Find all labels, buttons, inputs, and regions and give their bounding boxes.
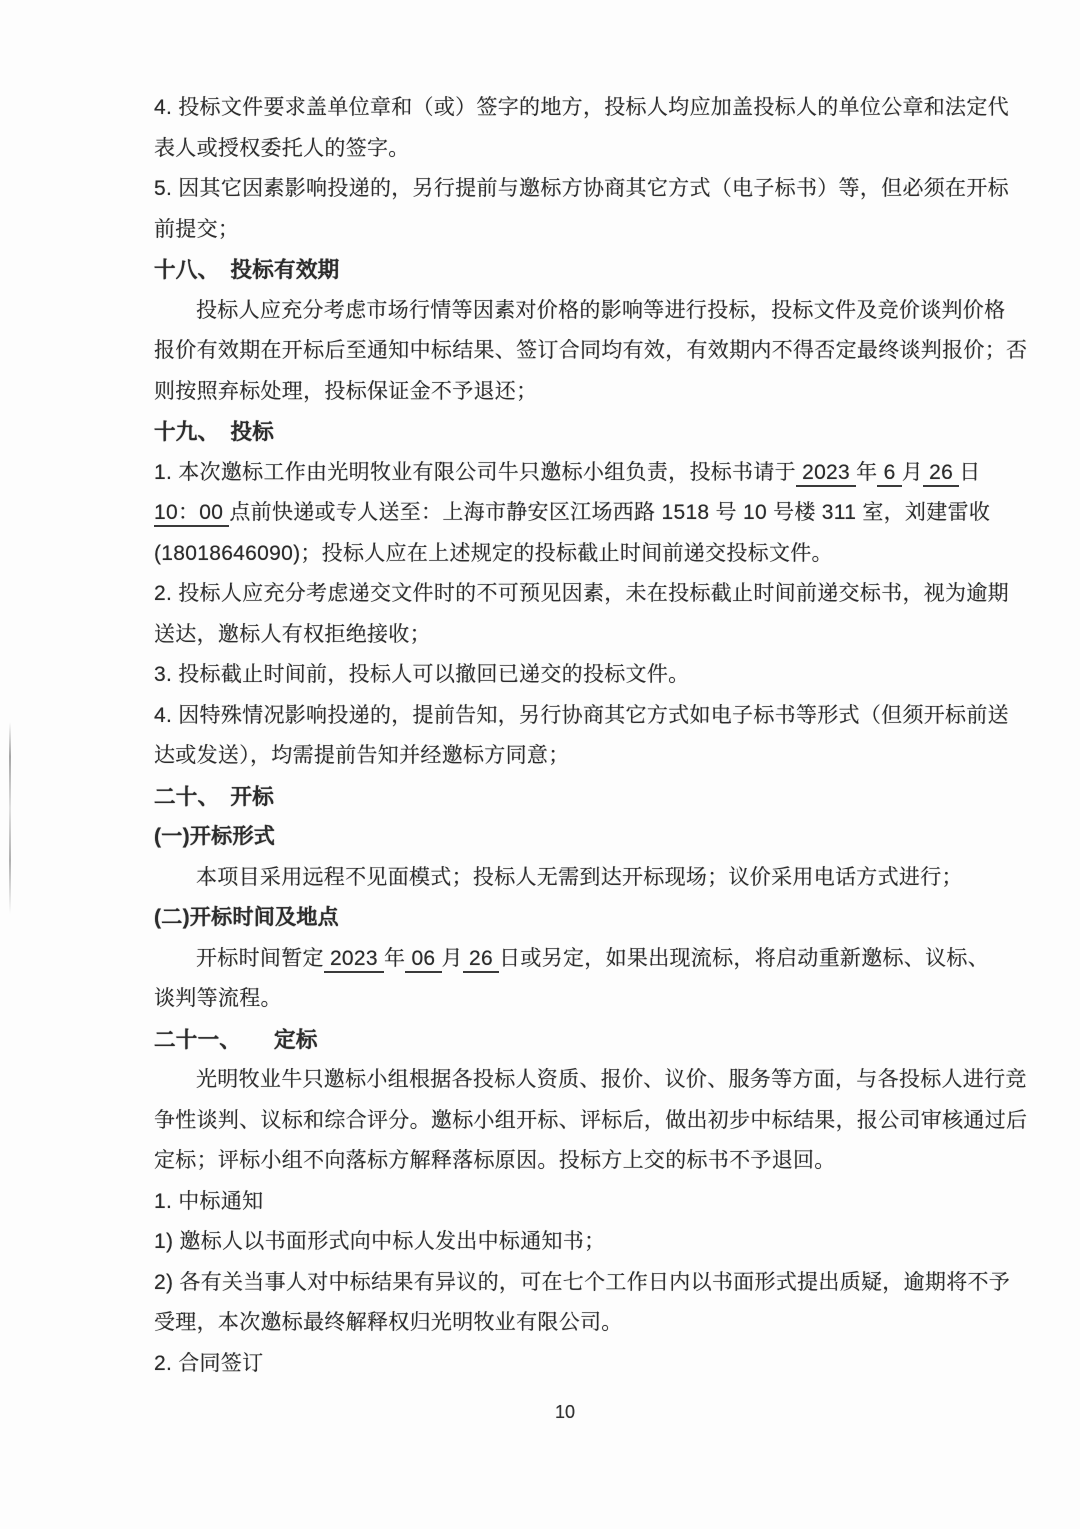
doc-line <box>154 493 1024 534</box>
text-segment: 2. 合同签订 <box>154 1351 264 1375</box>
text-segment: 日或另定，如果出现流标，将启动重新邀标、议标、 <box>499 946 989 970</box>
page-number: 10 <box>554 1402 576 1422</box>
doc-line <box>154 291 1024 332</box>
doc-line <box>154 372 1024 413</box>
text-segment: 4. 因特殊情况影响投递的，提前告知，另行协商其它方式如电子标书等形式（但须开标前送 <box>154 703 1009 727</box>
doc-line <box>154 655 1024 696</box>
text-segment: 2. 投标人应充分考虑递交文件时的不可预见因素，未在投标截止时间前递交标书，视为逾期 <box>154 582 1009 605</box>
underlined-text: 06 <box>405 947 441 973</box>
text-segment: 开标时间暂定 <box>196 946 324 970</box>
scan-artifact-line <box>9 722 11 914</box>
doc-line <box>154 1101 1028 1142</box>
doc-line <box>154 1263 1024 1304</box>
text-segment: 年 <box>856 460 878 484</box>
doc-line <box>154 736 1024 777</box>
underlined-text: 10：00 <box>154 501 229 527</box>
text-segment: 表人或授权委托人的签字。 <box>154 136 410 160</box>
doc-heading-line <box>154 1020 1024 1061</box>
text-segment: 5. 因其它因素影响投递的，另行提前与邀标方协商其它方式（电子标书）等，但必须在开标 <box>154 177 1009 200</box>
text-segment: 则按照弃标处理，投标保证金不予退还； <box>154 379 538 403</box>
underlined-text: 26 <box>923 461 959 487</box>
doc-line <box>154 574 1024 615</box>
text-segment: (二)开标时间及地点 <box>154 906 339 929</box>
text-segment: 2) 各有关当事人对中标结果有异议的，可在七个工作日内以书面形式提出质疑，逾期将不予 <box>154 1270 1011 1294</box>
text-segment: (18018646090)；投标人应在上述规定的投标截止时间前递交投标文件。 <box>154 541 833 565</box>
text-segment: 月 <box>901 460 924 484</box>
text-segment: 二十一、 定标 <box>154 1027 318 1052</box>
doc-heading-line <box>154 412 1024 453</box>
doc-line <box>154 1182 1024 1223</box>
text-segment: 点前快递或专人送至：上海市静安区江场西路 1518 号 10 号楼 311 室，刘建雷收 <box>229 501 991 524</box>
doc-line <box>154 1344 1024 1385</box>
doc-line <box>154 534 1024 575</box>
text-segment: 1. 中标通知 <box>154 1189 264 1213</box>
text-segment: 受理，本次邀标最终解释权归光明牧业有限公司。 <box>154 1311 623 1334</box>
text-segment: 二十、 开标 <box>154 784 275 809</box>
text-segment: 十九、 投标 <box>154 420 275 444</box>
text-segment: 投标人应充分考虑市场行情等因素对价格的影响等进行投标，投标文件及竞价谈判价格 <box>196 298 1006 322</box>
doc-line <box>154 210 1024 251</box>
text-segment: 年 <box>384 946 406 970</box>
doc-subheading-line <box>154 817 1024 858</box>
text-segment: 前提交； <box>154 217 240 241</box>
doc-subheading-line <box>154 898 1024 939</box>
underlined-text: 6 <box>877 461 901 487</box>
doc-line <box>154 453 1024 494</box>
text-segment: 争性谈判、议标和综合评分。邀标小组开标、评标后，做出初步中标结果，报公司审核通过后 <box>154 1108 1028 1132</box>
underlined-text: 26 <box>463 947 499 973</box>
text-segment: 3. 投标截止时间前，投标人可以撤回已递交的投标文件。 <box>154 663 690 686</box>
text-segment: 谈判等流程。 <box>154 987 282 1010</box>
text-segment: 报价有效期在开标后至通知中标结果、签订合同均有效，有效期内不得否定最终谈判报价；否 <box>154 339 1028 362</box>
text-segment: 月 <box>441 946 463 970</box>
text-segment: 十八、 投标有效期 <box>154 258 340 282</box>
doc-heading-line <box>154 777 1024 818</box>
text-segment: 本项目采用远程不见面模式；投标人无需到达开标现场；议价采用电话方式进行； <box>196 865 963 889</box>
text-segment: 4. 投标文件要求盖单位章和（或）签字的地方，投标人均应加盖投标人的单位公章和法定代 <box>154 96 1009 119</box>
doc-line <box>154 696 1024 737</box>
doc-line <box>154 169 1024 210</box>
doc-line <box>154 1222 1024 1263</box>
doc-line <box>154 1303 1024 1344</box>
doc-line <box>154 88 1024 129</box>
doc-line <box>154 1141 1024 1182</box>
doc-line <box>154 1060 1027 1101</box>
text-segment: 定标；评标小组不向落标方解释落标原因。投标方上交的标书不予退回。 <box>154 1149 836 1172</box>
doc-line <box>154 939 1024 980</box>
text-segment: 日 <box>959 460 981 484</box>
text-segment: (一)开标形式 <box>154 825 276 848</box>
underlined-text: 2023 <box>324 947 384 973</box>
text-segment: 送达，邀标人有权拒绝接收； <box>154 622 431 646</box>
doc-line <box>154 979 1024 1020</box>
doc-heading-line <box>154 250 1024 291</box>
doc-line <box>154 858 1024 899</box>
text-segment: 1) 邀标人以书面形式向中标人发出中标通知书； <box>154 1230 606 1253</box>
text-segment: 光明牧业牛只邀标小组根据各投标人资质、报价、议价、服务等方面，与各投标人进行竞 <box>196 1068 1027 1091</box>
underlined-text: 2023 <box>796 461 856 487</box>
doc-line <box>154 331 1028 372</box>
doc-line <box>154 129 1024 170</box>
text-segment: 达或发送），均需提前告知并经邀标方同意； <box>154 744 570 767</box>
doc-line <box>154 615 1024 656</box>
text-segment: 1. 本次邀标工作由光明牧业有限公司牛只邀标小组负责，投标书请于 <box>154 460 796 484</box>
